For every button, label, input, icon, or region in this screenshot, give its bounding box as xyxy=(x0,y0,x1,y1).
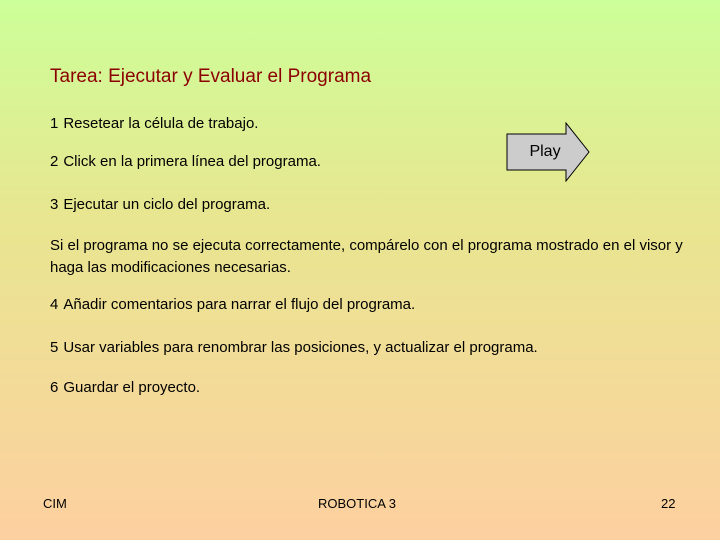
step-3 xyxy=(50,194,270,216)
step-text: Ejecutar un ciclo del programa. xyxy=(63,196,271,213)
note-paragraph: Si el programa no se ejecuta correctamente, compárelo con el programa mostrado en el visor y haga las modificaciones necesarias. xyxy=(50,237,683,276)
footer-center: ROBOTICA 3 xyxy=(318,496,397,511)
slide-title: Tarea: Ejecutar y Evaluar el Programa xyxy=(50,66,372,87)
step-number: 3 xyxy=(50,196,59,213)
step-5 xyxy=(50,337,538,359)
step-number: 4 xyxy=(50,296,59,313)
page-number: 22 xyxy=(661,496,676,511)
step-2 xyxy=(50,151,321,173)
play-button-label: Play xyxy=(529,143,561,160)
step-number: 1 xyxy=(50,115,59,132)
step-number: 5 xyxy=(50,339,59,356)
step-number: 6 xyxy=(50,379,59,396)
step-text: Click en la primera línea del programa. xyxy=(63,153,321,170)
step-text: Resetear la célula de trabajo. xyxy=(63,115,259,132)
step-text: Guardar el proyecto. xyxy=(63,379,201,396)
step-4 xyxy=(50,294,415,316)
step-6 xyxy=(50,377,200,399)
play-button[interactable] xyxy=(506,122,590,182)
footer-left: CIM xyxy=(43,496,67,511)
step-text: Añadir comentarios para narrar el flujo del programa. xyxy=(63,296,416,313)
step-number: 2 xyxy=(50,153,59,170)
step-1 xyxy=(50,113,258,135)
step-text: Usar variables para renombrar las posiciones, y actualizar el programa. xyxy=(63,339,538,356)
